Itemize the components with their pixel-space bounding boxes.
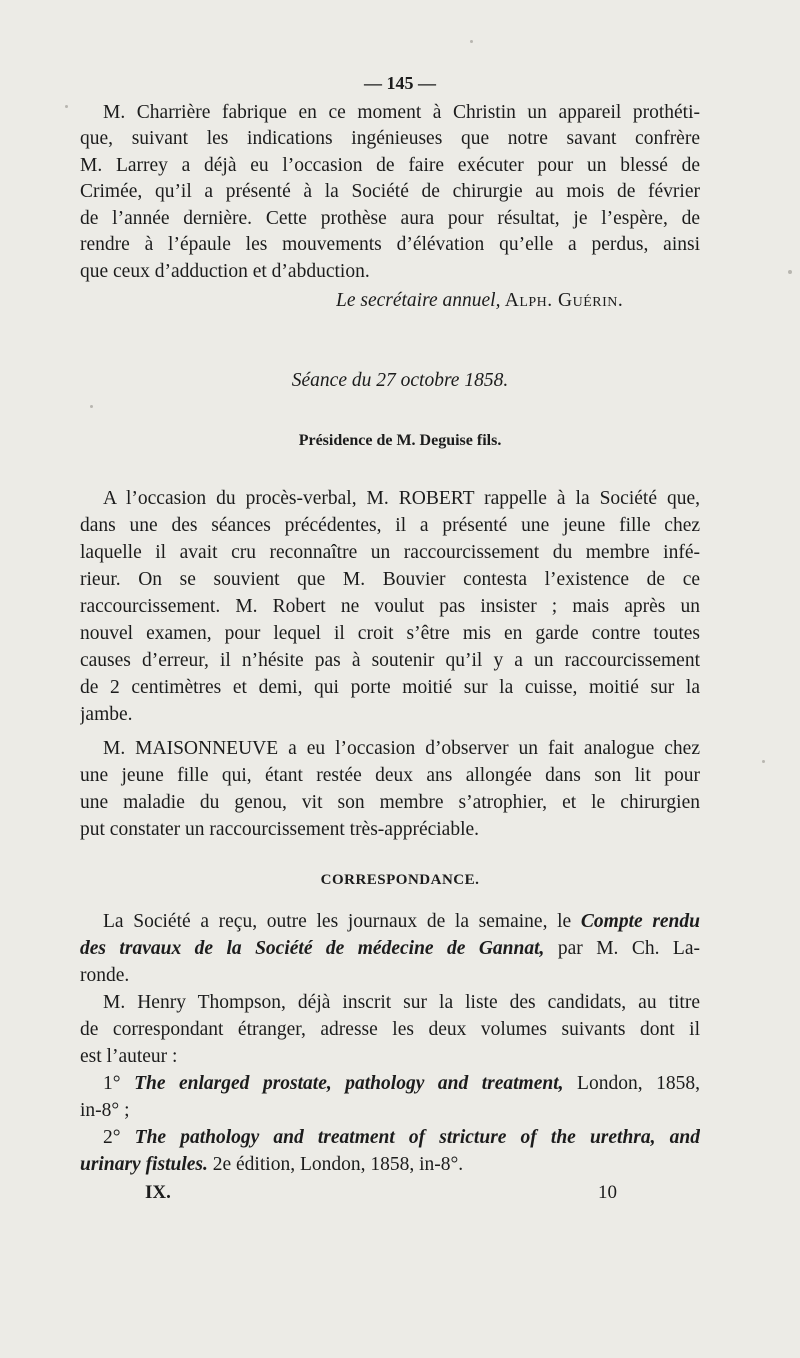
scan-speck <box>762 760 765 763</box>
scan-speck <box>470 40 473 43</box>
text-line: rendre à l’épaule les mouvements d’élévation qu’elle a perdus, ainsi <box>80 234 700 255</box>
text-fragment: 2e édition, London, 1858, in-8°. <box>207 1154 464 1175</box>
signature-title: Le secrétaire annuel, <box>336 290 501 311</box>
list-item <box>103 1125 700 1151</box>
text-line: raccourcissement. M. Robert ne voulut pas insister ; mais après un <box>80 596 700 617</box>
text-line: ronde. <box>80 965 130 986</box>
text-line: M. MAISONNEUVE a eu l’occasion d’observer un fait analogue chez <box>103 738 700 759</box>
text-line: put constater un raccourcissement très-appréciable. <box>80 819 480 840</box>
signature-name: Alph. Guérin. <box>500 290 624 311</box>
page-number: — 145 — <box>364 73 436 93</box>
list-number: 1° <box>103 1073 135 1094</box>
text-line: in-8° ; <box>80 1100 130 1121</box>
text-line: nouvel examen, pour lequel il croit s’être mis en garde contre toutes <box>80 623 700 644</box>
text-line: rieur. On se souvient que M. Bouvier contesta l’existence de ce <box>80 569 700 590</box>
text-line: M. Henry Thompson, déjà inscrit sur la liste des candidats, au titre <box>103 992 700 1013</box>
text-line: une jeune fille qui, étant restée deux ans allongée dans son lit pour <box>80 765 700 786</box>
text-fragment: London, 1858, <box>563 1073 700 1094</box>
text-line: de l’année dernière. Cette prothèse aura pour résultat, je l’espère, de <box>80 208 700 229</box>
section-heading: CORRESPONDANCE. <box>320 872 480 888</box>
text-line: de correspondant étranger, adresse les deux volumes suivants dont il <box>80 1019 700 1040</box>
text-fragment: La Société a reçu, outre les journaux de la semaine, le <box>103 911 581 932</box>
text-line: M. Larrey a déjà eu l’occasion de faire exécuter pour un blessé de <box>80 155 700 176</box>
text-line <box>80 936 700 962</box>
book-title: The pathology and treatment of stricture of the urethra, and <box>134 1127 700 1148</box>
text-line: laquelle il avait cru reconnaître un raccourcissement du membre infé- <box>80 542 700 563</box>
signature <box>336 288 696 314</box>
scan-speck <box>788 270 792 274</box>
signature-mark: IX. <box>145 1182 171 1203</box>
text-line: causes d’erreur, il n’hésite pas à soutenir qu’il y a un raccourcissement <box>80 650 700 671</box>
scan-speck <box>90 405 93 408</box>
list-number: 2° <box>103 1127 135 1148</box>
text-line: est l’auteur : <box>80 1046 178 1067</box>
text-line: de 2 centimètres et demi, qui porte moitié sur la cuisse, moitié sur la <box>80 677 700 698</box>
text-line: une maladie du genou, vit son membre s’atrophier, et le chirurgien <box>80 792 700 813</box>
text-line: dans une des séances précédentes, il a présenté une jeune fille chez <box>80 515 700 536</box>
scan-speck <box>65 105 68 108</box>
publication-title: des travaux de la Société de médecine de Gannat, <box>80 938 545 959</box>
text-line: jambe. <box>80 704 133 725</box>
gathering-number: 10 <box>598 1182 617 1203</box>
text-line <box>103 909 700 935</box>
presidency-line: Présidence de M. Deguise fils. <box>298 432 502 449</box>
text-line: Crimée, qu’il a présenté à la Société de chirurgie au mois de février <box>80 181 700 202</box>
text-line <box>80 1152 700 1178</box>
text-fragment: par M. Ch. La- <box>544 938 700 959</box>
book-title: The enlarged prostate, pathology and treatment, <box>134 1073 564 1094</box>
text-line: M. Charrière fabrique en ce moment à Christin un appareil prothéti- <box>103 102 700 123</box>
text-line: A l’occasion du procès-verbal, M. ROBERT rappelle à la Société que, <box>103 488 700 509</box>
session-title: Séance du 27 octobre 1858. <box>291 370 509 391</box>
text-line: que, suivant les indications ingénieuses que notre savant confrère <box>80 128 700 149</box>
book-title: urinary fistules. <box>80 1154 208 1175</box>
text-line: que ceux d’adduction et d’abduction. <box>80 261 370 282</box>
publication-title: Compte rendu <box>580 911 700 932</box>
list-item <box>103 1071 700 1097</box>
